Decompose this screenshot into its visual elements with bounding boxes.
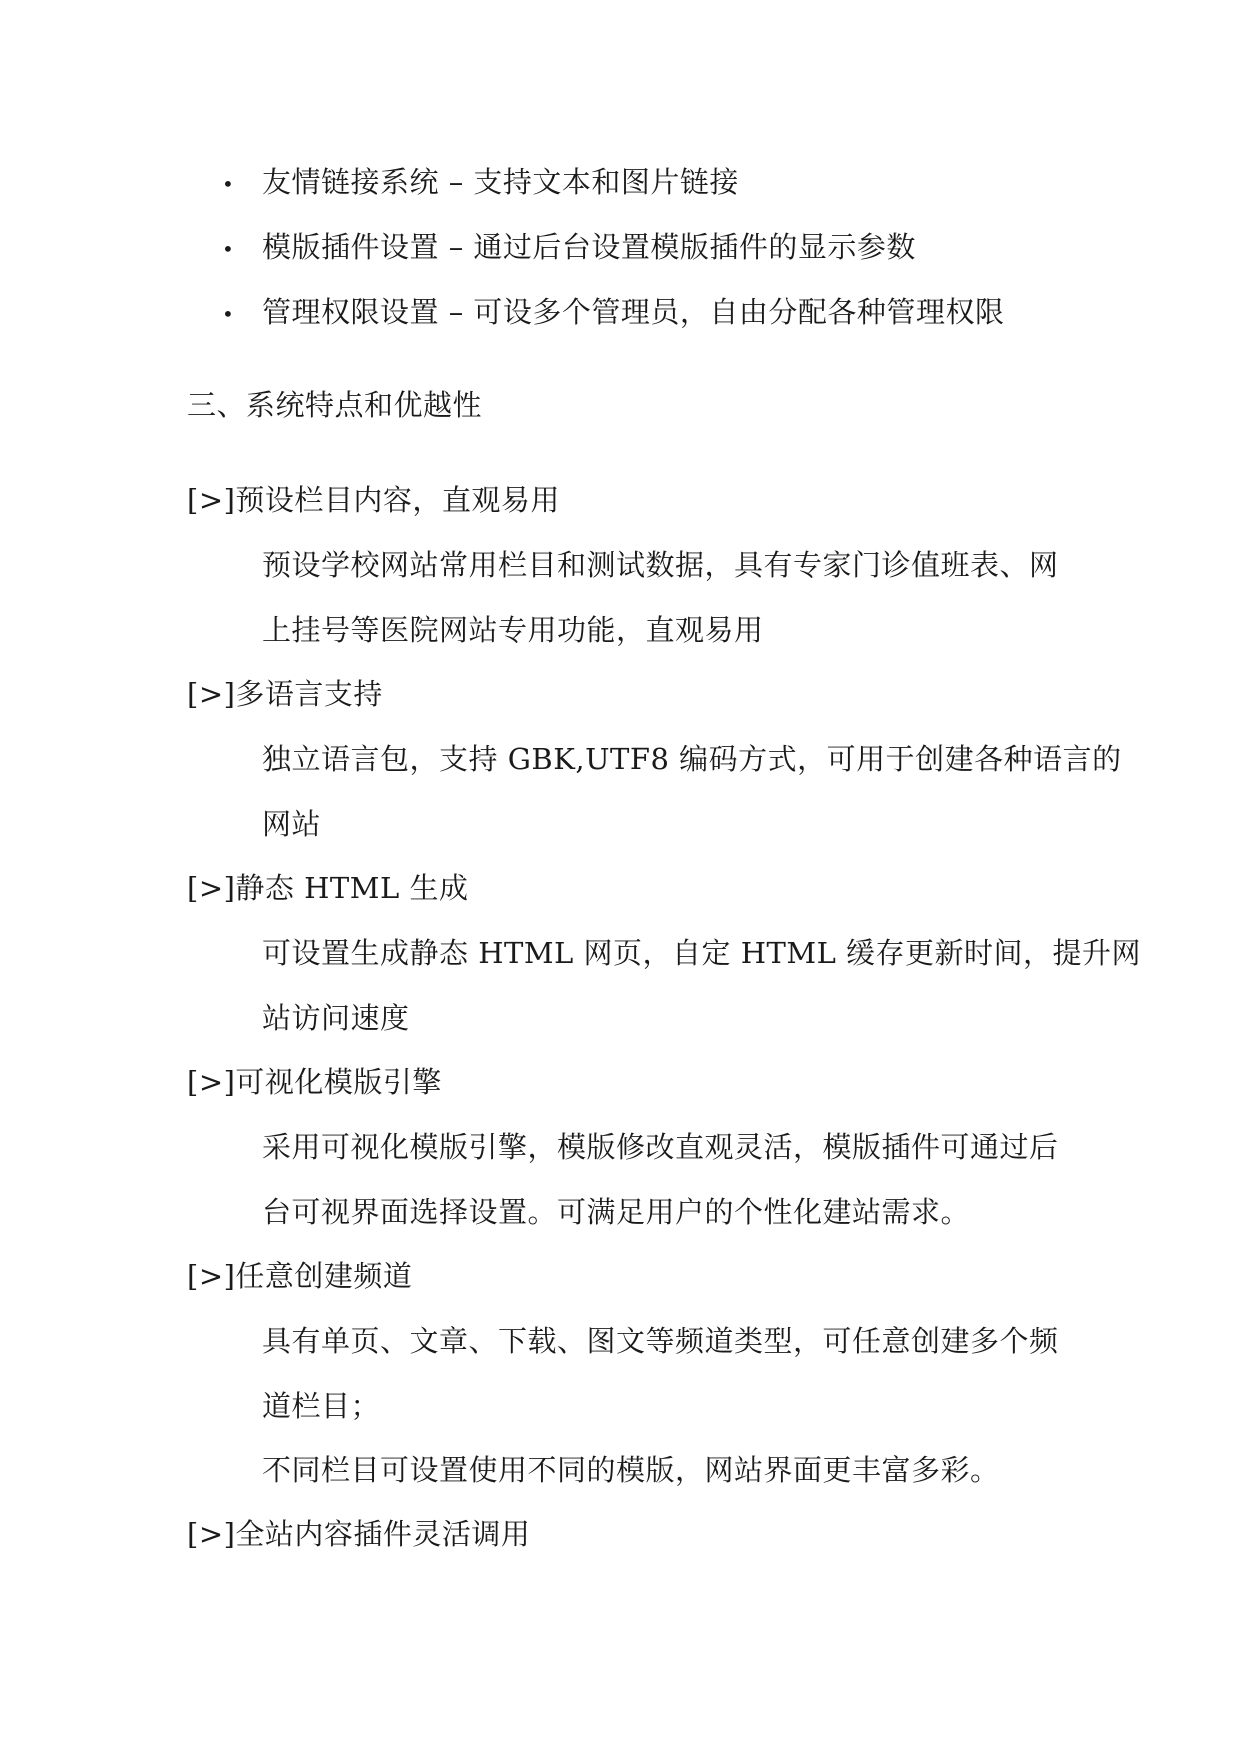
feature-title: [>]全站内容插件灵活调用 [187,1517,531,1551]
feature-description-line: 独立语言包，支持 GBK,UTF8 编码方式，可用于创建各种语言的 [262,742,1122,776]
bullet-marker: • [222,302,234,326]
feature-title: [>]任意创建频道 [187,1259,413,1293]
feature-title: [>]可视化模版引擎 [187,1065,442,1099]
feature-description-line: 预设学校网站常用栏目和测试数据，具有专家门诊值班表、网 [262,548,1059,582]
feature-title: [>]多语言支持 [187,677,383,711]
bullet-marker: • [222,237,234,261]
feature-description-line: 站访问速度 [262,1001,410,1035]
feature-description-line: 不同栏目可设置使用不同的模版，网站界面更丰富多彩。 [262,1453,1000,1487]
bullet-marker: • [222,172,234,196]
feature-description-line: 可设置生成静态 HTML 网页，自定 HTML 缓存更新时间，提升网 [262,936,1142,970]
feature-description-line: 道栏目； [262,1389,381,1423]
feature-description-line: 网站 [262,807,322,841]
feature-title: [>]预设栏目内容，直观易用 [187,483,560,517]
feature-description-line: 具有单页、文章、下载、图文等频道类型，可任意创建多个频 [262,1324,1059,1358]
bullet-item-template-plugins: 模版插件设置 – 通过后台设置模版插件的显示参数 [262,230,916,264]
feature-description-line: 采用可视化模版引擎，模版修改直观灵活，模版插件可通过后 [262,1130,1059,1164]
bullet-item-friend-links: 友情链接系统 – 支持文本和图片链接 [262,165,739,199]
feature-title: [>]静态 HTML 生成 [187,871,469,905]
bullet-item-admin-permissions: 管理权限设置 – 可设多个管理员，自由分配各种管理权限 [262,295,1005,329]
feature-description-line: 台可视界面选择设置。可满足用户的个性化建站需求。 [262,1195,971,1229]
section-heading: 三、系统特点和优越性 [187,388,483,422]
feature-description-line: 上挂号等医院网站专用功能，直观易用 [262,613,764,647]
